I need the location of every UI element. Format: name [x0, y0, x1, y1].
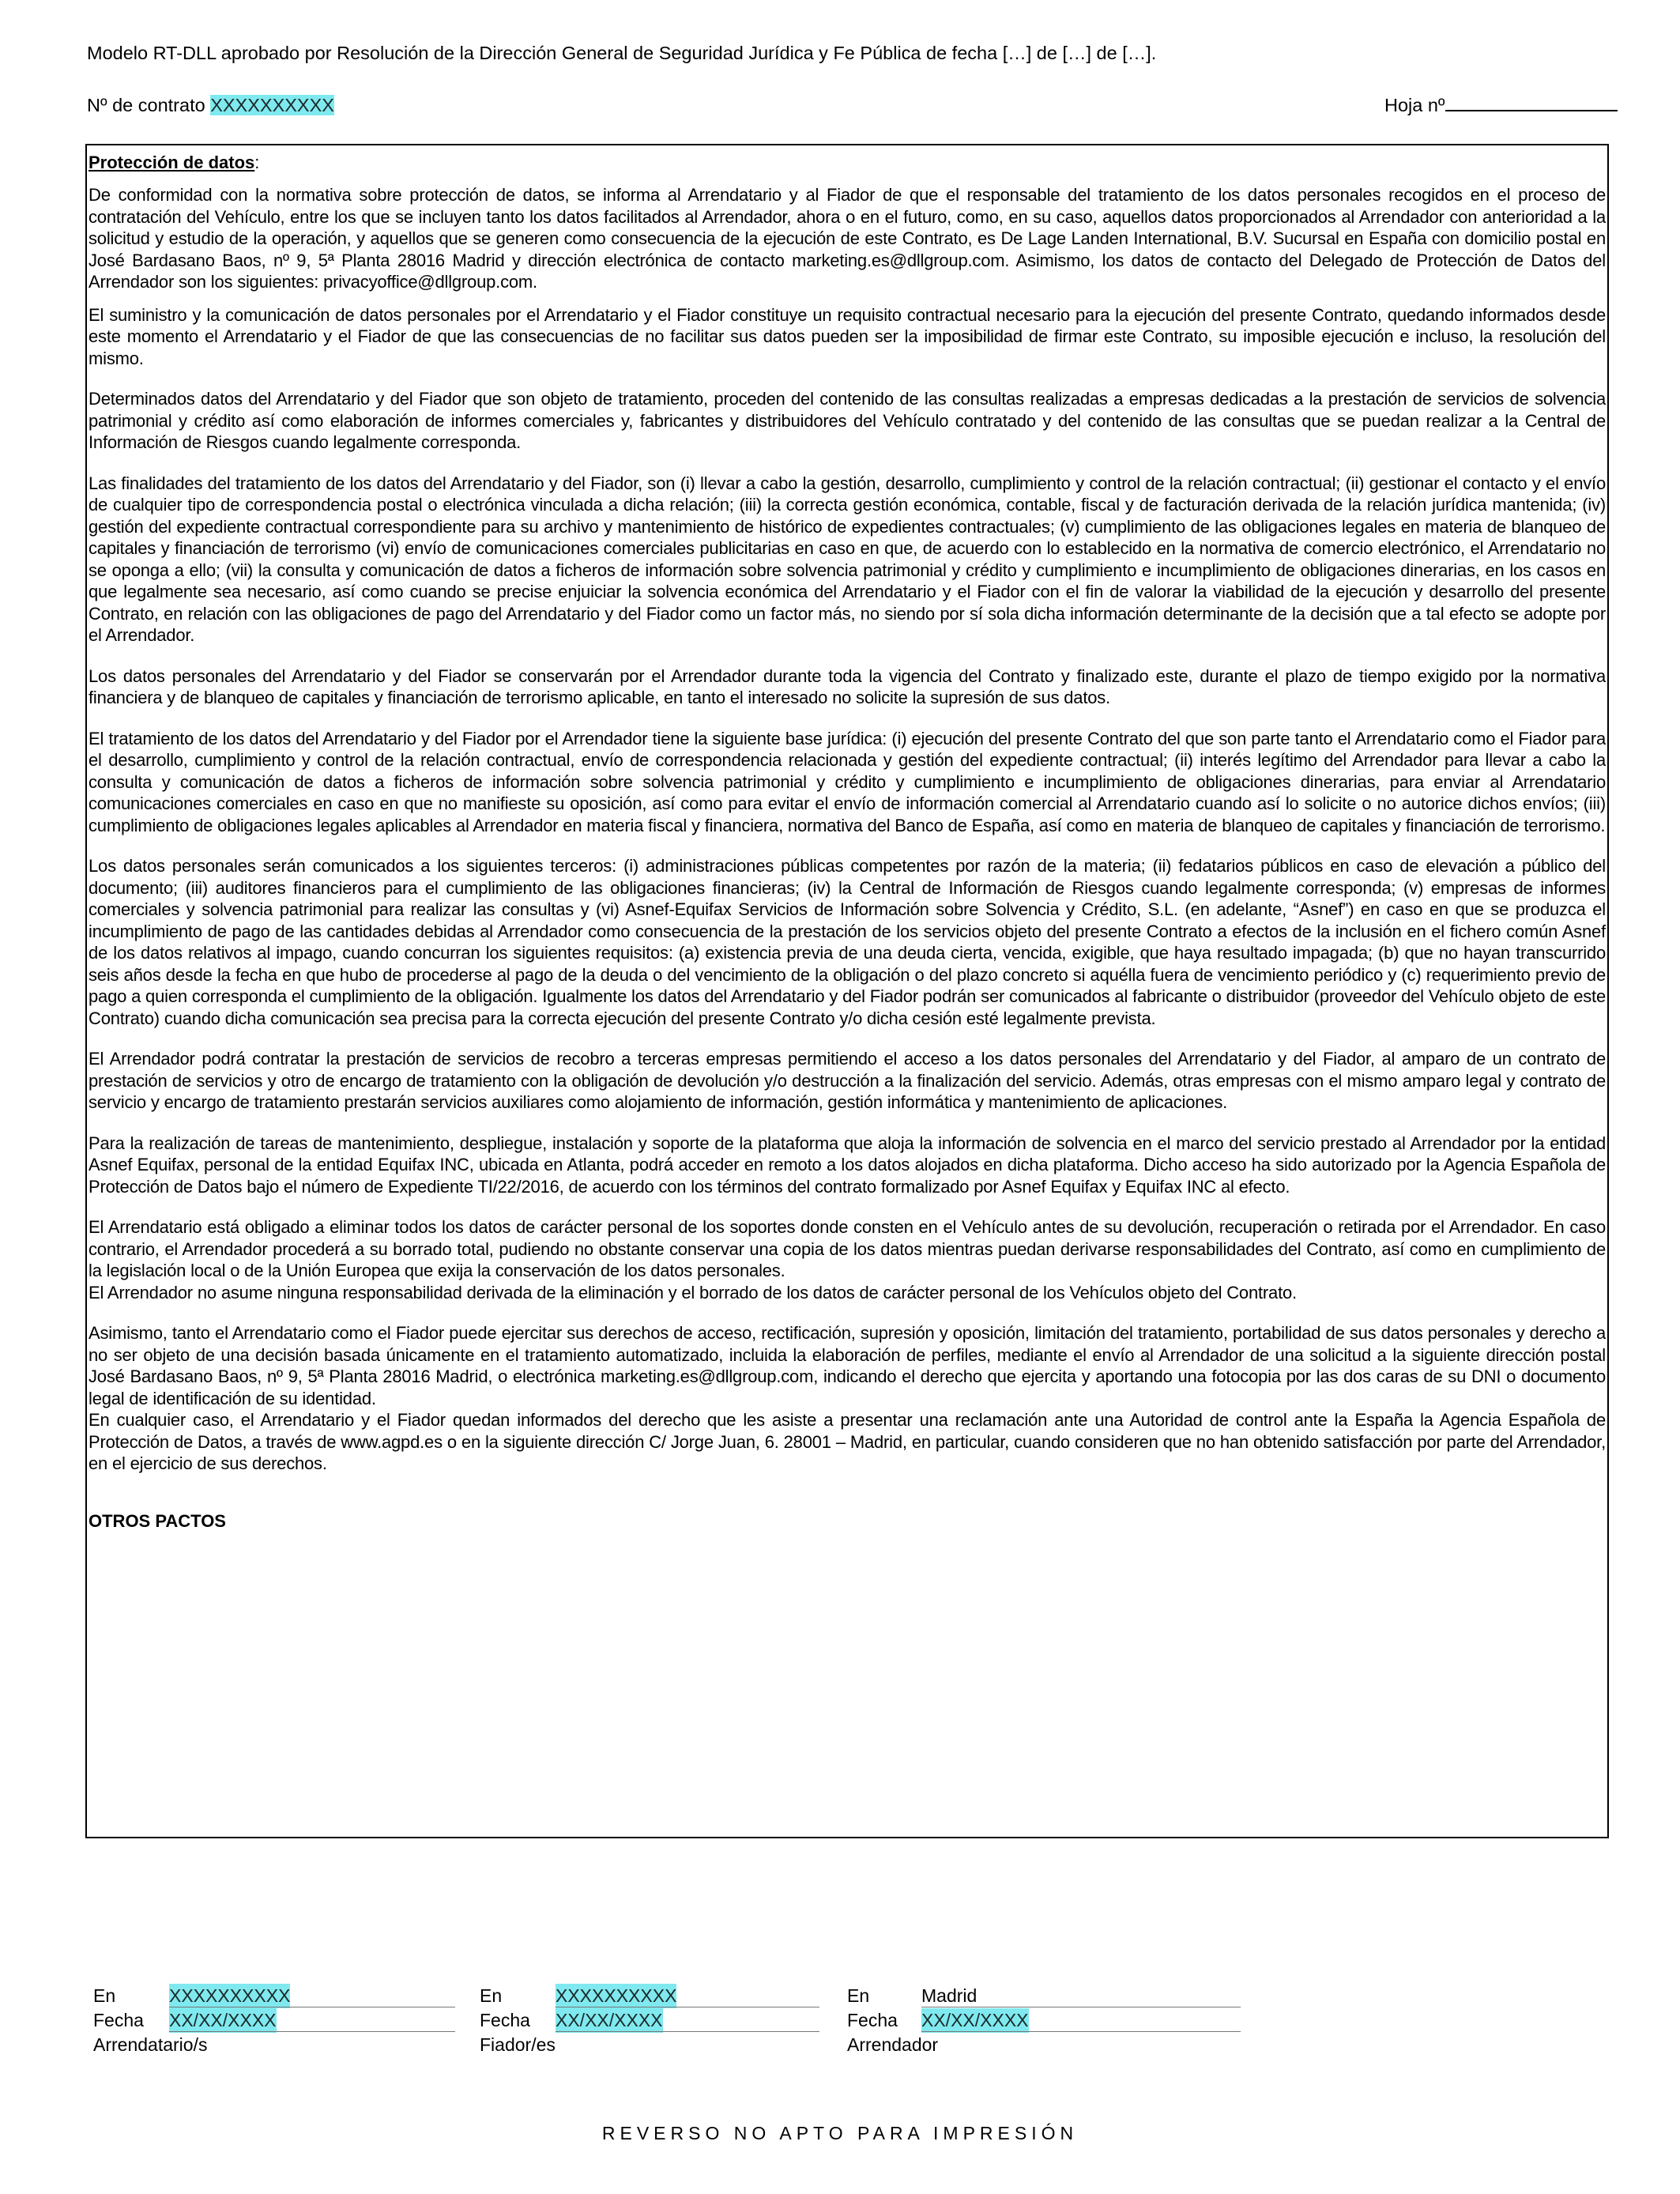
date-field[interactable]: XX/XX/XXXX: [169, 2008, 277, 2033]
print-warning-footer: REVERSO NO APTO PARA IMPRESIÓN: [601, 2123, 1079, 2143]
date-label: Fecha: [480, 2010, 530, 2030]
paragraph-responsible: De conformidad con la normativa sobre protección de datos, se informa al Arrendatario y al Fiador de que el responsable del tratamiento de los datos personales recogidos en el proceso de contratación del Vehículo, entre los que se incluyen tanto los datos facilitados al Arrendador, ahora o en el futuro, como, en su caso, aquellos datos proporcionados al Arrendador con anterioridad a la solicitud y estudio de la operación, y aquellos que se generen como consecuencia de la ejecución de este Contrato, es De Lage Landen International, B.V. Sucursal en España con domicilio postal en José Bardasano Baos, nº 9, 5ª Planta 28016 Madrid y dirección electrónica de contacto marketing.es@dllgroup.com. Asimismo, los datos de contacto del Delegado de Protección de Datos del Arrendador son los siguientes: privacyoffice@dllgroup.com.: [89, 185, 1606, 292]
date-field[interactable]: XX/XX/XXXX: [921, 2008, 1029, 2033]
sheet-number-line: [1384, 95, 1618, 116]
contract-number-label: Nº de contrato: [87, 95, 211, 115]
model-approval-text: Modelo RT-DLL aprobado por Resolución de la Dirección General de Seguridad Jurídica y Fe Pública de fecha […] de […] de […].: [87, 43, 1157, 63]
date-label: Fecha: [847, 2010, 898, 2030]
other-agreements-heading: OTROS PACTOS: [89, 1510, 226, 1531]
paragraph-origin: Determinados datos del Arrendatario y del Fiador que son objeto de tratamiento, proceden del contenido de las consultas realizadas a empresas dedicadas a la prestación de servicios de solvencia patrimonial y crédito así como elaboración de informes comerciales y, fabricantes y distribuidores del Vehículo contratado y del contenido de las consultas que se puedan realizar a la Central de Información de Riesgos cuando legalmente corresponda.: [89, 389, 1606, 452]
signer-role: Fiador/es: [480, 2034, 556, 2055]
contract-number-line: [87, 95, 334, 116]
data-protection-box: [85, 144, 1609, 1838]
signer-role: Arrendador: [847, 2034, 939, 2055]
paragraph-purposes: Las finalidades del tratamiento de los datos del Arrendatario y del Fiador, son (i) llevar a cabo la gestión, desarrollo, cumplimiento y control de la relación contractual; (ii) gestionar el contacto y el envío de cualquier tipo de correspondencia postal o electrónica vinculada a dicha relación; (iii) la correcta gestión económica, contable, fiscal y de facturación derivada de la relación jurídica mantenida; (iv) gestión del expediente contractual correspondiente para su archivo y mantenimiento de histórico de expedientes contractuales; (v) cumplimiento de las obligaciones legales en materia de blanqueo de capitales y financiación de terrorismo (vi) envío de comunicaciones comerciales publicitarias en caso en que, de acuerdo con lo establecido en la normativa de comercio electrónico, el Arrendatario no se oponga a ello; (vii) la consulta y comunicación de datos a ficheros de información sobre solvencia patrimonial y crédito y cumplimiento e incumplimiento de obligaciones dinerarias, en los casos en que legalmente sea necesario, así como cuando se precise enjuiciar la solvencia económica del Arrendatario y el Fiador con el fin de valorar la viabilidad de la ejecución y desarrollo del presente Contrato, en relación con las obligaciones de pago del Arrendatario y del Fiador como un factor más, no siendo por sí sola dicha información determinante de la decisión que a tal efecto se adopte por el Arrendador.: [89, 473, 1606, 645]
section-title-colon: :: [254, 153, 260, 172]
paragraph-complaint: En cualquier caso, el Arrendatario y el Fiador quedan informados del derecho que les asiste a presentar una reclamación ante una Autoridad de control ante la España la Agencia Española de Protección de Datos, a través de www.agpd.es o en la siguiente dirección C/ Jorge Juan, 6. 28001 – Madrid, en particular, cuando consideren que no han obtenido satisfacción por parte del Arrendador, en el ejercicio de sus derechos.: [89, 1410, 1606, 1473]
contract-number-field[interactable]: XXXXXXXXXX: [210, 95, 334, 115]
sheet-number-label: Hoja nº: [1384, 95, 1445, 115]
sheet-number-blank[interactable]: [1445, 96, 1618, 111]
signature-block-lessee: [93, 1984, 457, 2057]
place-field[interactable]: Madrid: [921, 1985, 977, 2006]
date-underline: [556, 2031, 819, 2032]
place-field[interactable]: XXXXXXXXXX: [556, 1984, 676, 2008]
paragraph-recovery-services: El Arrendador podrá contratar la prestación de servicios de recobro a terceras empresas permitiendo el acceso a los datos personales del Arrendatario y del Fiador, al amparo de un contrato de prestación de servicios y otro de encargo de tratamiento con la obligación de devolución y/o destrucción a la finalización del servicio. Además, otras empresas con el mismo amparo legal y contrato de servicio y encargo de tratamiento prestarán servicios auxiliares como alojamiento de información, gestión informática y mantenimiento de aplicaciones.: [89, 1049, 1606, 1112]
date-underline: [921, 2031, 1241, 2032]
paragraph-rights: Asimismo, tanto el Arrendatario como el Fiador puede ejercitar sus derechos de acceso, rectificación, supresión y oposición, limitación del tratamiento, portabilidad de sus datos personales y derecho a no ser objeto de una decisión basada únicamente en el tratamiento automatizado, incluida la elaboración de perfiles, mediante el envío al Arrendador de una solicitud a la siguiente dirección postal José Bardasano Baos, nº 9, 5ª Planta 28016 Madrid, o electrónica marketing.es@dllgroup.com, indicando el derecho que ejercita y aportando una fotocopia por las dos caras de su DNI o documento legal de identificación de su identidad.: [89, 1323, 1606, 1408]
signature-block-guarantor: [480, 1984, 819, 2057]
date-underline: [169, 2031, 455, 2032]
paragraph-data-deletion: El Arrendatario está obligado a eliminar todos los datos de carácter personal de los soportes donde consten en el Vehículo antes de su devolución, recuperación o retirada por el Arrendador. En caso contrario, el Arrendador procederá a su borrado total, pudiendo no obstante conservar una copia de los datos mientras puedan derivarse responsabilidades del Contrato, así como en cumplimiento de la legislación local o de la Unión Europea que exija la conservación de los datos personales.: [89, 1217, 1606, 1280]
paragraph-retention: Los datos personales del Arrendatario y del Fiador se conservarán por el Arrendador durante toda la vigencia del Contrato y finalizado este, durante el plazo de tiempo exigido por la normativa financiera y de blanqueo de capitales y financiación de terrorismo aplicable, en tanto el interesado no solicite la supresión de sus datos.: [89, 665, 1606, 707]
section-title: [89, 152, 1607, 173]
place-label: En: [480, 1985, 503, 2006]
paragraph-supply: El suministro y la comunicación de datos personales por el Arrendatario y el Fiador constituye un requisito contractual necesario para la ejecución del presente Contrato, quedando informados desde este momento el Arrendatario y el Fiador de que las consecuencias de no facilitar sus datos pueden ser la imposibilidad de firmar este Contrato, su imposible ejecución e incluso, la resolución del mismo.: [89, 304, 1606, 368]
signature-block-lessor: [847, 1984, 1242, 2057]
place-label: En: [93, 1985, 116, 2006]
paragraph-recipients: Los datos personales serán comunicados a los siguientes terceros: (i) administraciones públicas competentes por razón de la materia; (ii) fedatarios públicos en caso de elevación a público del documento; (iii) auditores financieros para el cumplimiento de las obligaciones financieras; (iv) la Central de Información de Riesgos cuando legalmente corresponda; (v) empresas de informes comerciales y solvencia patrimonial para realizar las consultas y (vi) Asnef-Equifax Servicios de Información sobre Solvencia y Crédito, S.L. (en adelante, “Asnef”) en caso en que se produzca el incumplimiento de pago de las cantidades debidas al Arrendador como consecuencia de la prestación de los servicios objeto del presente Contrato a efectos de la inclusión en el fichero común Asnef de los datos relativos al impago, cuando concurran los siguientes requisitos: (a) existencia previa de una deuda cierta, vencida, exigible, que haya resultado impagada; (b) que no hayan transcurrido seis años desde la fecha en que hubo de procederse al pago de la deuda o del vencimiento de la obligación o del plazo concreto si aquélla fuera de vencimiento periódico y (c) requerimiento previo de pago a quien corresponda el cumplimiento de la obligación. Igualmente los datos del Arrendatario y del Fiador podrán ser comunicados al fabricante o distribuidor (proveedor del Vehículo objeto de este Contrato) cuando dicha comunicación sea precisa para la correcta ejecución del presente Contrato y/o dicha cesión esté legalmente prevista.: [89, 856, 1606, 1028]
place-label: En: [847, 1985, 870, 2006]
paragraph-no-liability: El Arrendador no asume ninguna responsabilidad derivada de la eliminación y el borrado de los datos de carácter personal de los Vehículos objeto del Contrato.: [89, 1282, 1297, 1302]
place-field[interactable]: XXXXXXXXXX: [169, 1984, 290, 2008]
signer-role: Arrendatario/s: [93, 2034, 208, 2055]
date-label: Fecha: [93, 2010, 144, 2030]
paragraph-legal-basis: El tratamiento de los datos del Arrendatario y del Fiador por el Arrendador tiene la siguiente base jurídica: (i) ejecución del presente Contrato del que son parte tanto el Arrendatario como el Fiador para el desarrollo, cumplimiento y control de la relación contractual, envío de correspondencia relacionada y gestión del expediente contractual; (ii) interés legítimo del Arrendador para llevar a cabo la consulta y comunicación de datos a ficheros de información sobre solvencia patrimonial y crédito y cumplimiento e incumplimiento de obligaciones dinerarias, para enviar al Arrendatario comunicaciones comerciales en caso en que no manifieste su oposición, así como para evitar el envío de información comercial al Arrendatario cuando así lo solicite o no autorice dichos envíos; (iii) cumplimiento de obligaciones legales aplicables al Arrendador en materia fiscal y financiera, normativa del Banco de España, así como en materia de blanqueo de capitales y financiación de terrorismo.: [89, 728, 1606, 835]
date-field[interactable]: XX/XX/XXXX: [556, 2008, 663, 2033]
paragraph-equifax: Para la realización de tareas de mantenimiento, despliegue, instalación y soporte de la plataforma que aloja la información de solvencia en el marco del servicio prestado al Arrendador por la entidad Asnef Equifax, personal de la entidad Equifax INC, ubicada en Atlanta, podrá acceder en remoto a los datos alojados en dicha plataforma. Dicho acceso ha sido autorizado por la Agencia Española de Protección de Datos bajo el número de Expediente TI/22/2016, de acuerdo con los términos del contrato formalizado por Asnef Equifax y Equifax INC al efecto.: [89, 1133, 1606, 1197]
section-title-text: Protección de datos: [89, 153, 255, 172]
